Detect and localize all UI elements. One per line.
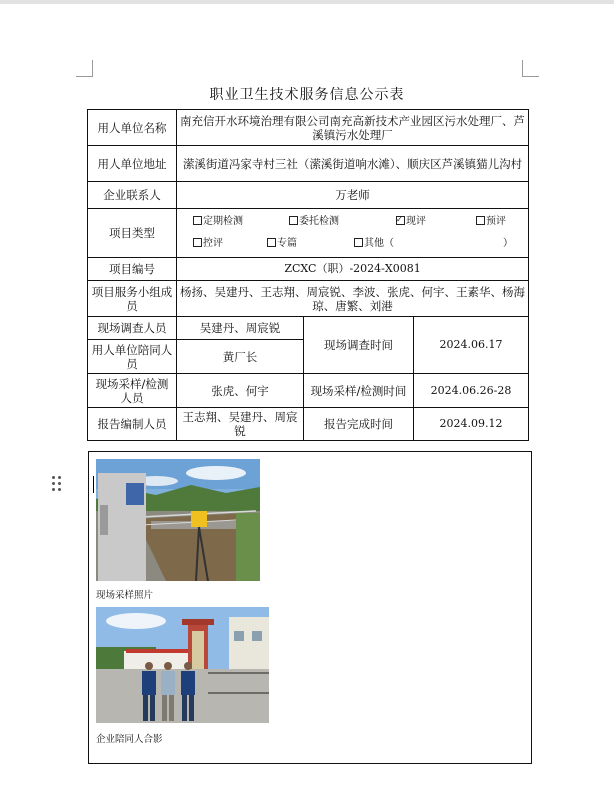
employer-address-value: 潆溪街道冯家寺村三社（潆溪街道响水滩）、顺庆区芦溪镇猫儿沟村	[177, 146, 529, 182]
group-photo-caption: 企业陪同人合影	[96, 734, 163, 745]
report-staff-value: 王志翔、吴建丹、周宸锐	[177, 408, 304, 441]
contact-label: 企业联系人	[88, 182, 177, 209]
checkbox-pre-eval[interactable]	[476, 216, 485, 225]
employer-address-label: 用人单位地址	[88, 146, 177, 182]
report-staff-label: 报告编制人员	[88, 408, 177, 441]
group-photo[interactable]	[96, 607, 269, 723]
project-number-label: 项目编号	[88, 258, 177, 281]
accompany-label: 用人单位陪同人员	[88, 340, 177, 374]
survey-staff-value: 吴建丹、周宸锐	[177, 317, 304, 340]
survey-time-label: 现场调查时间	[304, 317, 414, 374]
report-time-label: 报告完成时间	[304, 408, 414, 441]
option-pre-eval[interactable]: 预评	[476, 215, 506, 229]
margin-corner-top-right	[522, 60, 539, 77]
text-cursor	[93, 476, 94, 493]
toolbar-edge	[0, 0, 614, 4]
document-title: 职业卫生技术服务信息公示表	[209, 87, 405, 103]
option-special[interactable]: 专篇	[267, 237, 297, 251]
info-table	[87, 109, 529, 441]
checkbox-commissioned[interactable]	[289, 216, 298, 225]
sampling-time-label: 现场采样/检测时间	[304, 374, 414, 408]
checkbox-other[interactable]	[354, 238, 363, 247]
team-value: 杨扬、吴建丹、王志翔、周宸锐、李波、张虎、何宇、王素华、杨海琼、唐繁、刘港	[177, 281, 529, 317]
option-other-close: ）	[503, 238, 513, 249]
checkbox-current-eval-checked[interactable]	[396, 216, 405, 225]
survey-staff-label: 现场调查人员	[88, 317, 177, 340]
accompany-value: 黄厂长	[177, 340, 304, 374]
option-current-eval[interactable]: ✓ 现评	[396, 215, 426, 229]
site-photo-caption: 现场采样照片	[96, 590, 154, 601]
option-control-eval[interactable]: 控评	[193, 237, 223, 251]
project-type-options	[177, 209, 529, 258]
checkbox-special[interactable]	[267, 238, 276, 247]
option-commissioned[interactable]: 委托检测	[289, 215, 339, 229]
checkbox-periodic[interactable]	[193, 216, 202, 225]
option-other[interactable]: 其他（	[354, 237, 394, 251]
project-number-value: ZCXC（职）-2024-X0081	[177, 258, 529, 281]
project-type-label: 项目类型	[88, 209, 177, 258]
drag-handle-icon[interactable]	[52, 476, 64, 494]
employer-name-label: 用人单位名称	[88, 110, 177, 146]
margin-corner-top-left	[76, 60, 93, 77]
option-periodic[interactable]: 定期检测	[193, 215, 243, 229]
site-sampling-photo[interactable]	[96, 459, 260, 581]
team-label: 项目服务小组成员	[88, 281, 177, 317]
survey-time-value: 2024.06.17	[414, 317, 529, 374]
contact-value: 万老师	[177, 182, 529, 209]
sampling-staff-label: 现场采样/检测人员	[88, 374, 177, 408]
checkbox-control-eval[interactable]	[193, 238, 202, 247]
sampling-time-value: 2024.06.26-28	[414, 374, 529, 408]
employer-name-value: 南充信开水环境治理有限公司南充高新技术产业园区污水处理厂、芦溪镇污水处理厂	[177, 110, 529, 146]
report-time-value: 2024.09.12	[414, 408, 529, 441]
sampling-staff-value: 张虎、何宇	[177, 374, 304, 408]
